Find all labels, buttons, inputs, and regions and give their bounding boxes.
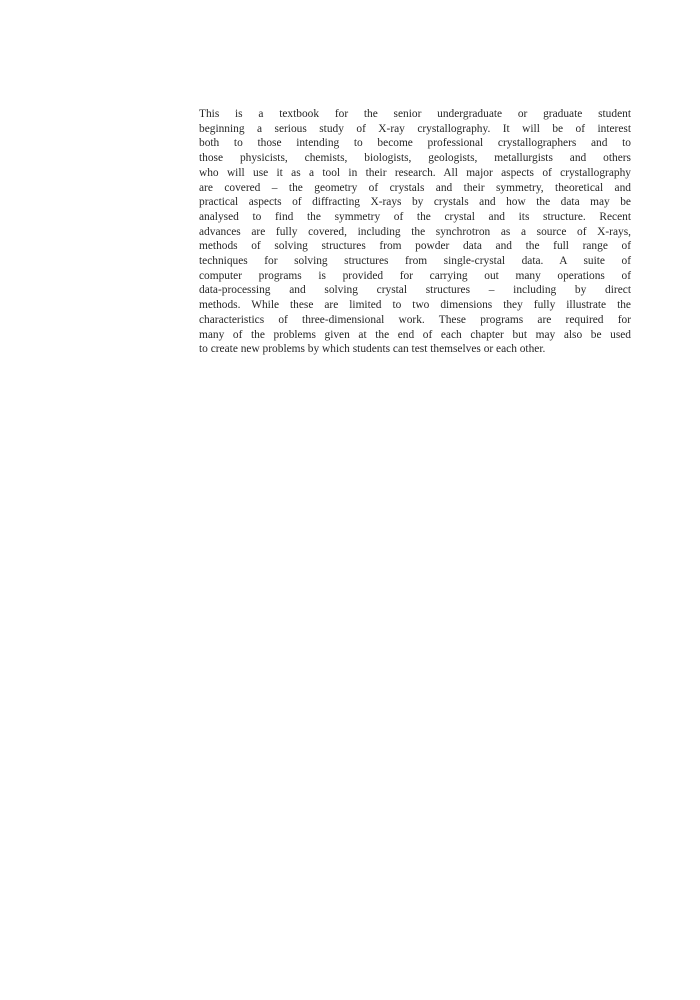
description-line: practical aspects of diffracting X-rays by crystals and how the data may be: [199, 196, 631, 209]
description-line: computer programs is provided for carrying out many operations of: [199, 269, 631, 282]
description-line: beginning a serious study of X-ray crystallography. It will be of interest: [199, 122, 631, 135]
description-line: those physicists, chemists, biologists, geologists, metallurgists and others: [199, 152, 631, 165]
description-line: to create new problems by which students can test themselves or each other.: [199, 343, 546, 356]
description-line: analysed to find the symmetry of the crystal and its structure. Recent: [199, 210, 631, 223]
description-line: many of the problems given at the end of each chapter but may also be used: [199, 328, 631, 341]
description-line: methods of solving structures from powder data and the full range of: [199, 240, 631, 253]
description-line: characteristics of three-dimensional work. These programs are required for: [199, 313, 631, 326]
description-line: methods. While these are limited to two dimensions they fully illustrate the: [199, 299, 631, 312]
description-line: data-processing and solving crystal structures – including by direct: [199, 284, 631, 297]
description-line: who will use it as a tool in their research. All major aspects of crystallography: [199, 166, 631, 179]
description-line: are covered – the geometry of crystals and their symmetry, theoretical and: [199, 181, 631, 194]
description-line: both to those intending to become professional crystallographers and to: [199, 137, 631, 150]
description-line: This is a textbook for the senior undergraduate or graduate student: [199, 108, 631, 120]
description-line: advances are fully covered, including the synchrotron as a source of X-rays,: [199, 225, 631, 238]
description-line: techniques for solving structures from single-crystal data. A suite of: [199, 255, 631, 268]
book-description-paragraph: [199, 107, 631, 357]
